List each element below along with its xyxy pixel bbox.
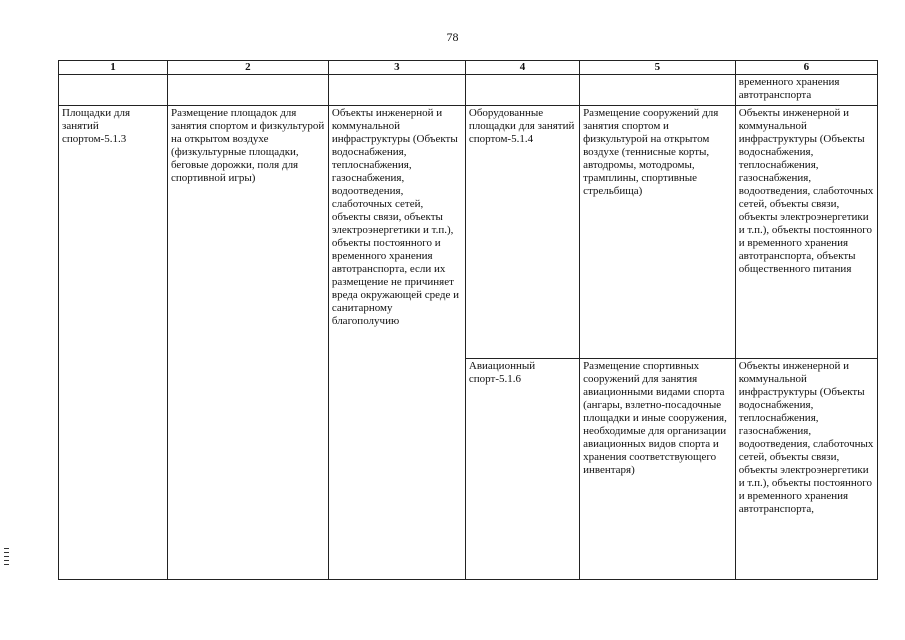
margin-marks: [4, 548, 10, 584]
table-cell: [328, 75, 465, 106]
row-name-cell: Авиационный спорт-5.1.6: [465, 359, 579, 580]
page-number: 78: [446, 30, 459, 44]
column-header-3: 3: [328, 61, 465, 75]
column-header-2: 2: [167, 61, 328, 75]
row-auxiliary-cell: Объекты инженерной и коммунальной инфраструктуры (Объекты водоснабжения, теплоснабжения, газоснабжения, водоотведения, слаботочных сетей, объекты связи, объекты электроэнергетики и т.п.), объекты постоянного и временного хранения автотранспорта,: [735, 359, 877, 580]
table-row: [59, 106, 878, 359]
column-number-row: [59, 61, 878, 75]
row-description-cell: Размещение сооружений для занятия спортом и физкультурой на открытом воздухе (теннисные корты, автодромы, мотодромы, трамплины, спортивные стрельбища): [580, 106, 736, 359]
column-header-4: 4: [465, 61, 579, 75]
row-auxiliary-cell: Объекты инженерной и коммунальной инфраструктуры (Объекты водоснабжения, теплоснабжения, газоснабжения, водоотведения, слаботочных сетей, объекты связи, объекты электроэнергетики и т.п.), объекты постоянного и временного хранения автотранспорта, объекты общественного питания: [735, 106, 877, 359]
column-header-5: 5: [580, 61, 736, 75]
row-name-cell: Оборудованные площадки для занятий спортом-5.1.4: [465, 106, 579, 359]
continuation-cell: временного хранения автотранспорта: [735, 75, 877, 106]
group-name-cell: Площадки для занятий спортом-5.1.3: [59, 106, 168, 580]
row-description-cell: Размещение спортивных сооружений для занятия авиационными видами спорта (ангары, взлетно-посадочные площадки и иные сооружения, необходимые для организации авиационных видов спорта и хранения соответствующего инвентаря): [580, 359, 736, 580]
land-use-table: [58, 60, 878, 580]
column-header-1: 1: [59, 61, 168, 75]
column-header-6: 6: [735, 61, 877, 75]
table-cell: [465, 75, 579, 106]
group-description-cell: Размещение площадок для занятия спортом и физкультурой на открытом воздухе (физкультурные площадки, беговые дорожки, поля для спортивной игры): [167, 106, 328, 580]
continuation-row: [59, 75, 878, 106]
table-cell: [580, 75, 736, 106]
table-cell: [167, 75, 328, 106]
table-cell: [59, 75, 168, 106]
group-auxiliary-cell: Объекты инженерной и коммунальной инфраструктуры (Объекты водоснабжения, теплоснабжения, газоснабжения, водоотведения, слаботочных сетей, объекты связи, объекты электроэнергетики и т.п.), объекты постоянного и временного хранения автотранспорта, если их размещение не причиняет вреда окружающей среде и санитарному благополучию: [328, 106, 465, 580]
